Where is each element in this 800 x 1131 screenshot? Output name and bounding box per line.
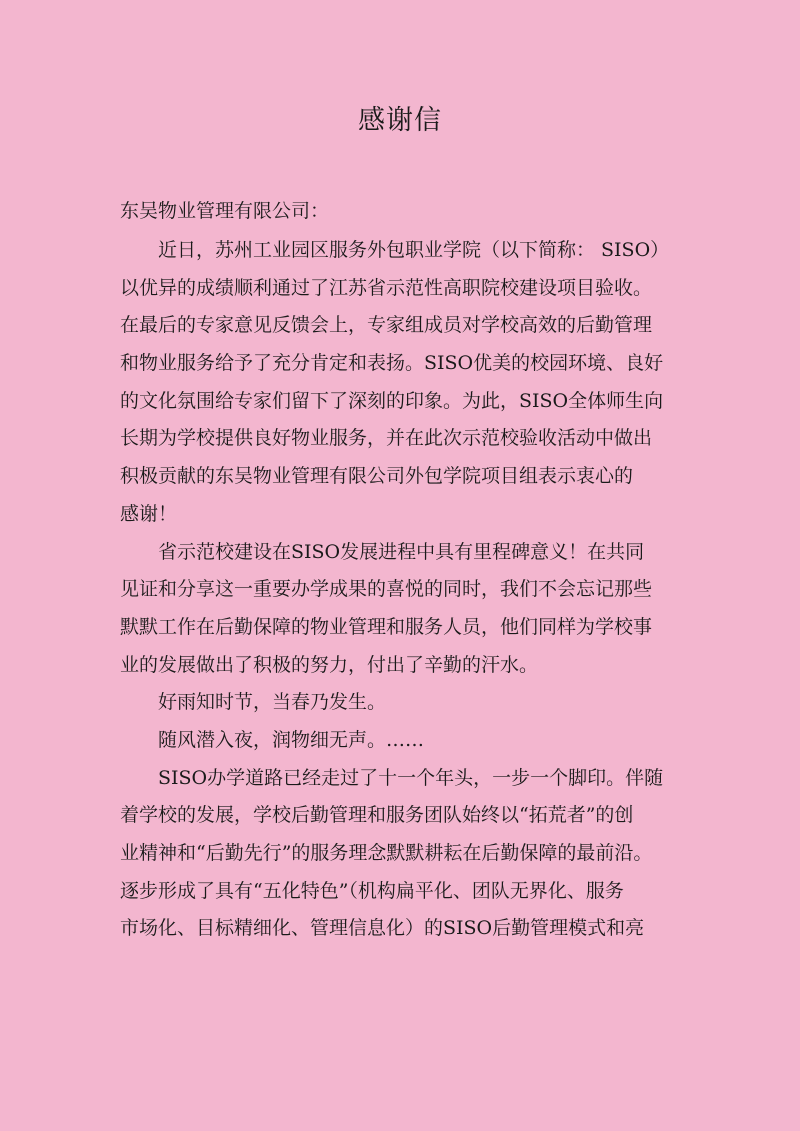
letter-body: [120, 232, 700, 948]
body-line: 在最后的专家意见反馈会上，专家组成员对学校高效的后勤管理: [120, 314, 653, 337]
body-line: 默默工作在后勤保障的物业管理和服务人员，他们同样为学校事: [120, 615, 653, 638]
body-line: 长期为学校提供良好物业服务，并在此次示范校验收活动中做出: [120, 427, 653, 450]
letter-title: 感谢信: [358, 105, 442, 136]
body-line: 逐步形成了具有“五化特色”（机构扁平化、团队无界化、服务: [120, 879, 624, 902]
body-line: 见证和分享这一重要办学成果的喜悦的同时，我们不会忘记那些: [120, 578, 653, 601]
body-line: 省示范校建设在SISO发展进程中具有里程碑意义！在共同: [158, 540, 645, 563]
body-line: 业的发展做出了积极的努力，付出了辛勤的汗水。: [120, 653, 539, 676]
body-line: 近日，苏州工业园区服务外包职业学院（以下简称： SISO）: [158, 239, 670, 261]
body-line: 好雨知时节，当春乃发生。: [158, 691, 387, 714]
body-line: 和物业服务给予了充分肯定和表扬。SISO优美的校园环境、良好: [120, 352, 664, 375]
body-line: 业精神和“后勤先行”的服务理念默默耕耘在后勤保障的最前沿。: [120, 842, 653, 864]
body-line: 积极贡献的东吴物业管理有限公司外包学院项目组表示衷心的: [120, 465, 634, 488]
body-line: 以优异的成绩顺利通过了江苏省示范性高职院校建设项目验收。: [120, 276, 653, 299]
body-line: 市场化、目标精细化、管理信息化）的SISO后勤管理模式和亮: [120, 917, 645, 940]
body-line: 的文化氛围给专家们留下了深刻的印象。为此，SISO全体师生向: [120, 389, 664, 412]
body-line: 着学校的发展，学校后勤管理和服务团队始终以“拓荒者”的创: [120, 804, 634, 827]
body-line: 感谢！: [120, 502, 178, 525]
body-line: 随风潜入夜，润物细无声。……: [158, 728, 425, 751]
letter-salutation: 东吴物业管理有限公司：: [120, 200, 330, 222]
body-line: SISO办学道路已经走过了十一个年头，一步一个脚印。伴随: [158, 766, 664, 789]
